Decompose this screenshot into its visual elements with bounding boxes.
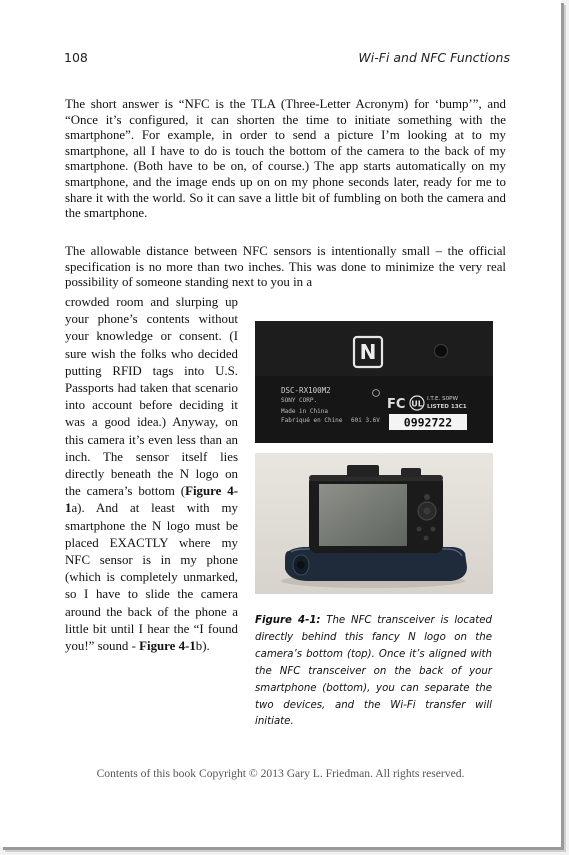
fcc-mark: FC xyxy=(387,397,406,412)
caption-label: Figure 4-1: xyxy=(255,615,321,626)
paragraph-1: The short answer is “NFC is the TLA (Three-Letter Acronym) for ‘bump’”, and “Once it’s configured, it can shorten the time to initiate something with the smartphone”. For example, in order to send a picture I’m looking at to my smartphone, all I have to do is touch the bottom of the camera to the back of my smartphone. (Both have to be on, of course.) The app starts automatically on my smartphone, and the image ends up on on my phone seconds later, ready for me to share it with the world. So it can save a little bit of fumbling on both the camera and the smartphone. xyxy=(65,97,506,221)
label-origin-fr: Fabriqué en Chine xyxy=(281,417,343,424)
label-model: DSC-RX100M2 xyxy=(281,386,331,395)
paragraph-3-end: b). xyxy=(195,639,210,654)
caption-text: The NFC transceiver is located directly behind this fancy N logo on the camera’s bottom (top). Once it’s aligned with the NFC transceiver on the back of your smartphone (bottom), you can separate the two devices, and the Wi-Fi transfer will initiate. xyxy=(255,615,492,728)
paragraph-3-mid: a). And at least with my smartphone the N logo must be placed EXACTLY where my NFC sensor is in my phone (which is completely unmarked, so I have to slide the camera around the back of the phone a little bit until I hear the “I found you!” sound - xyxy=(65,501,238,654)
nfc-n-letter: N xyxy=(359,340,377,364)
camera xyxy=(309,465,443,553)
camera-bottom-illustration xyxy=(255,321,493,443)
ul-mark: UL xyxy=(411,399,423,409)
ul-text-1: I.T.E. S0PW xyxy=(427,396,459,402)
label-origin-en: Made in China xyxy=(281,408,328,415)
paragraph-3 xyxy=(65,294,238,655)
paragraph-3-start: crowded room and slurping up your phone’s contents without your knowledge or consent. (I sure wish the folks who decided putting RFID tags into U.S. Passports had taken that scenario into account before deciding it was a good idea.) Anyway, on this camera it’s even less than an inch. The sensor itself lies directly beneath the N logo on the camera’s bottom ( xyxy=(65,295,238,499)
serial-number: 0992722 xyxy=(403,415,453,430)
ul-text-2: LISTED 13C1 xyxy=(427,404,467,410)
label-maker: SONY CORP. xyxy=(281,397,318,404)
camera-on-phone-illustration xyxy=(255,453,493,594)
label-rating: 60i 3.6V xyxy=(351,417,380,424)
paragraph-2: The allowable distance between NFC sensors is intentionally small – the official specification is no more than two inches. This was done to minimize the very real possibility of someone standing next to you in a xyxy=(65,244,506,290)
chapter-title: Wi-Fi and NFC Functions xyxy=(358,50,510,65)
tripod-screw-hole xyxy=(435,345,448,358)
figure-caption xyxy=(255,613,492,731)
copyright-footer: Contents of this book Copyright © 2013 Gary L. Friedman. All rights reserved. xyxy=(96,767,465,780)
camera-lcd-screen xyxy=(319,484,407,546)
camera-bottom-photo xyxy=(255,321,493,443)
camera-on-phone-photo xyxy=(255,453,493,594)
figure-reference-a: Figure 4-1 xyxy=(65,484,238,516)
page-number: 108 xyxy=(64,50,88,65)
figure-reference-b: Figure 4-1 xyxy=(139,639,196,654)
page-header xyxy=(64,50,510,66)
